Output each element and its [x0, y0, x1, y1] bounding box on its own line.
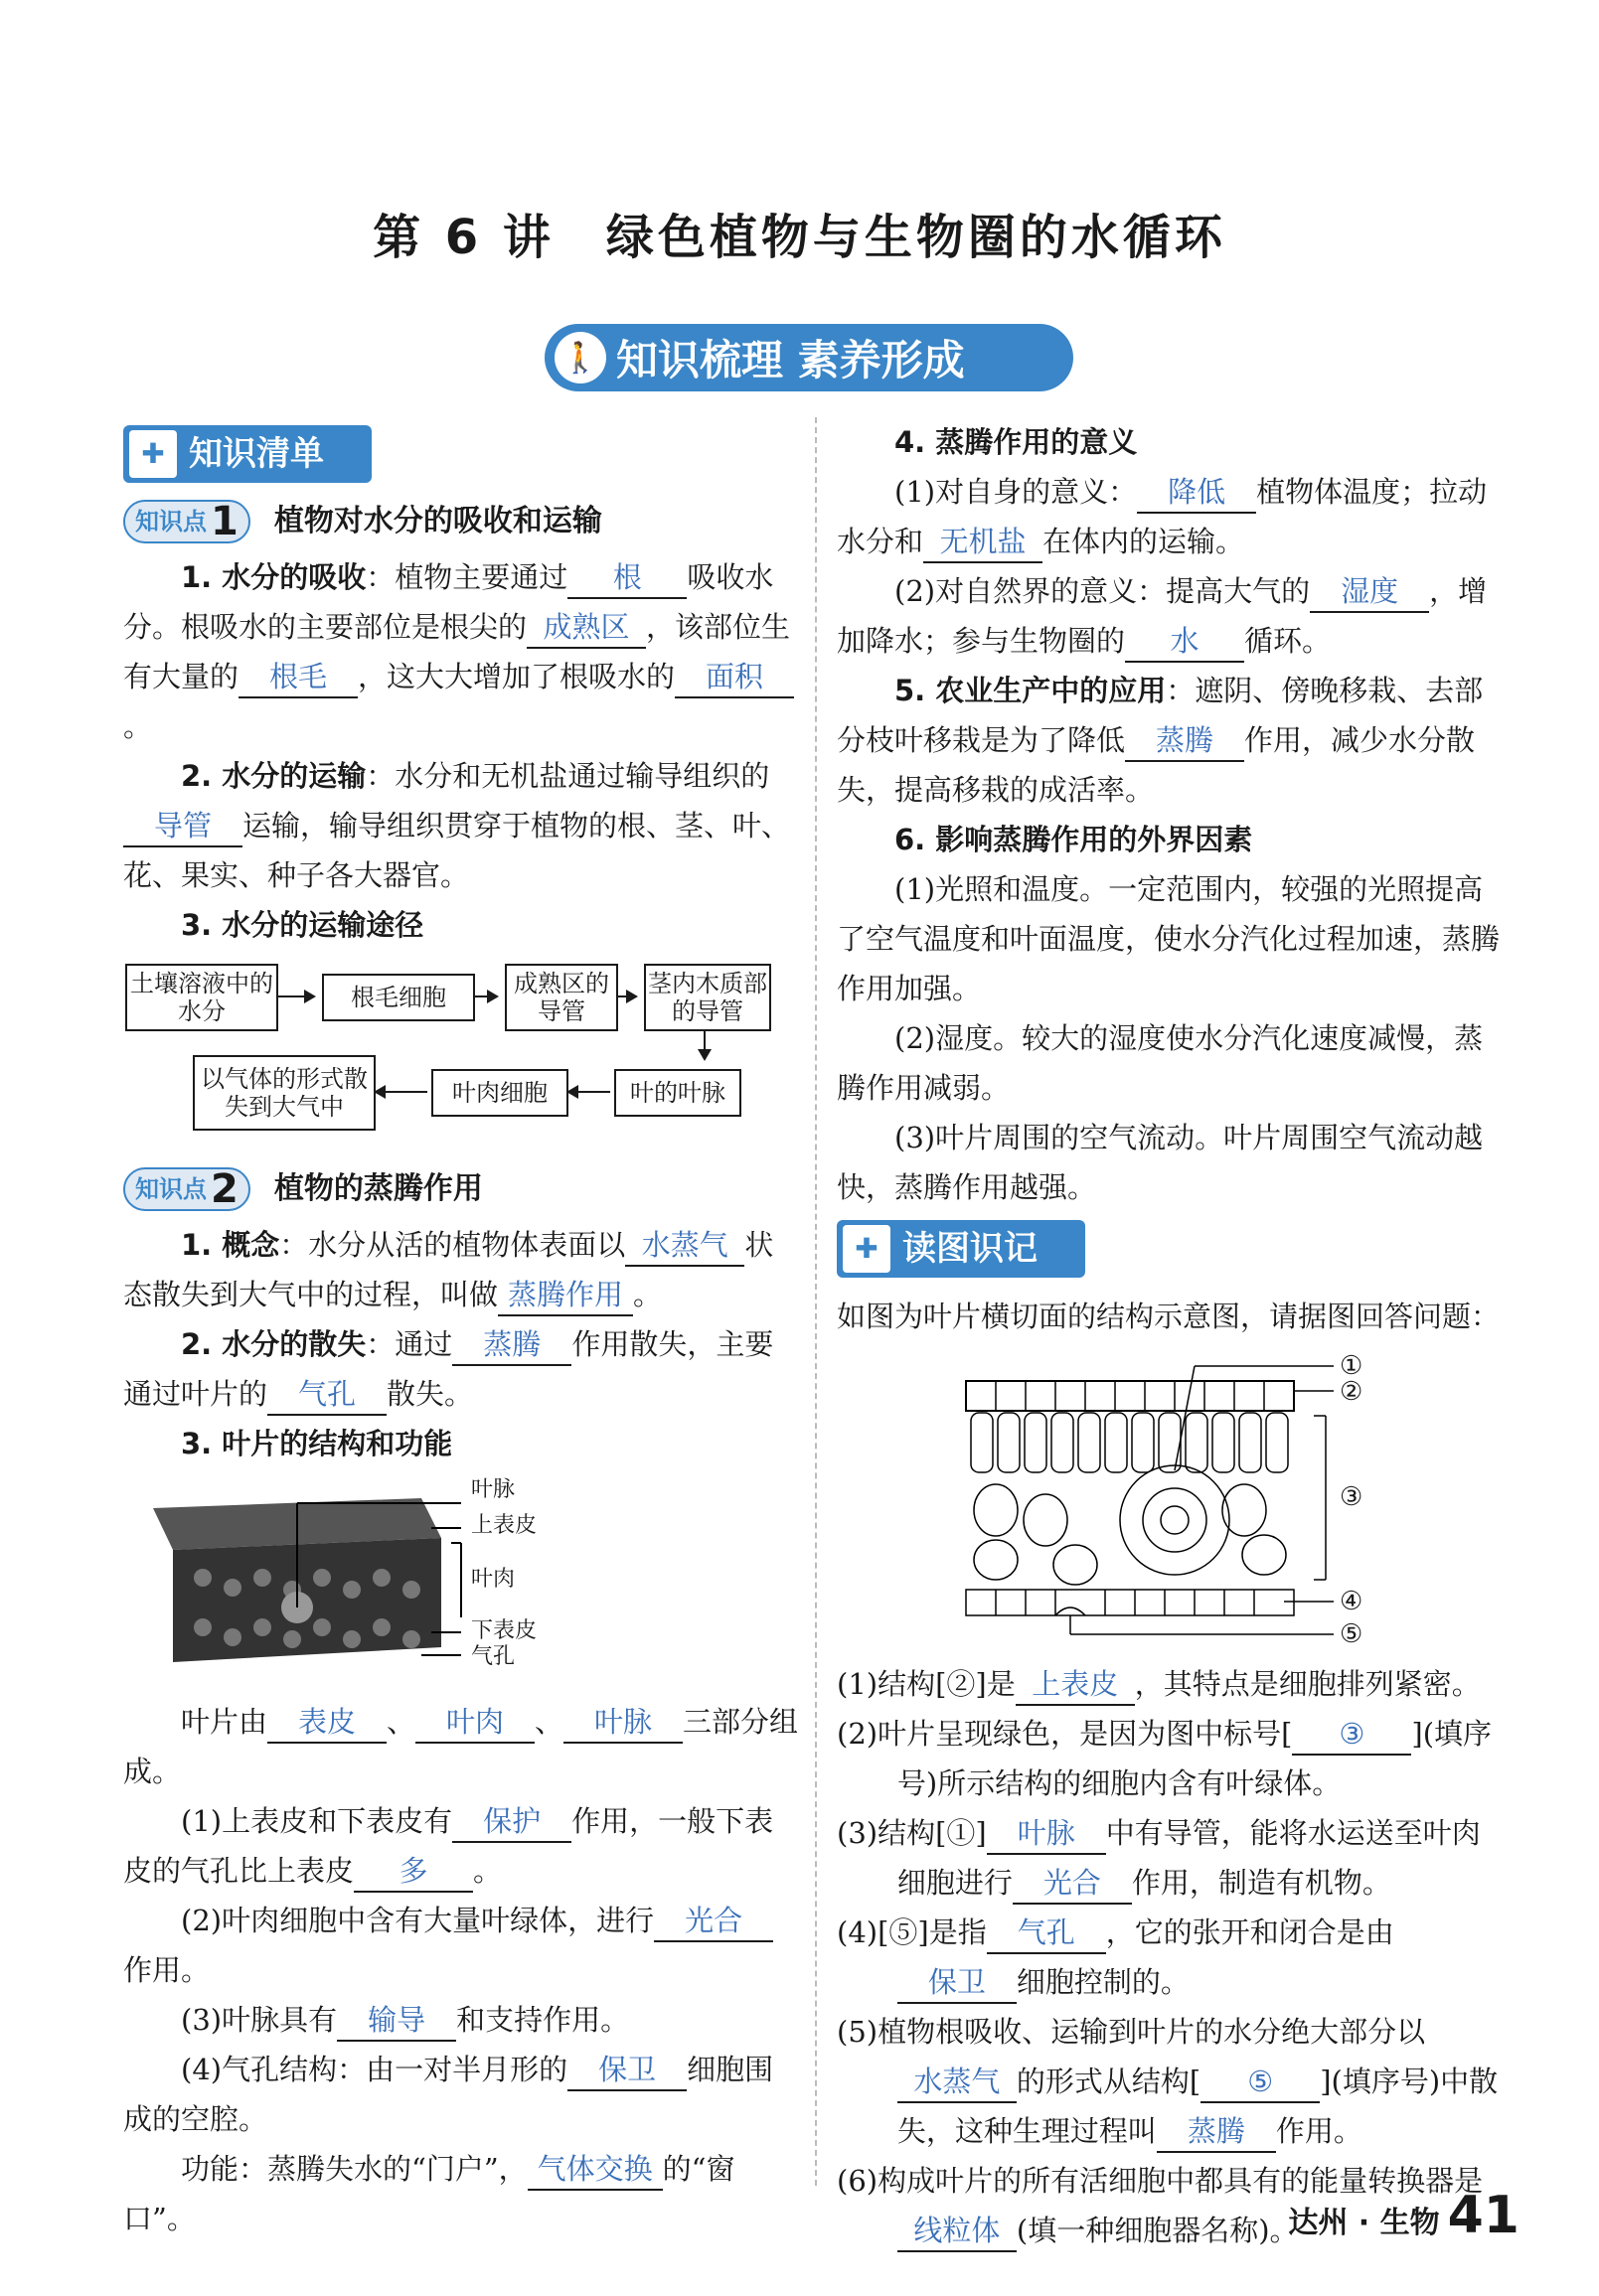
heading-leaf-structure: 3. 叶片的结构和功能	[181, 1427, 453, 1460]
answer-blank[interactable]: 无机盐	[923, 522, 1042, 563]
answer-blank[interactable]: 光合	[654, 1901, 773, 1942]
page-title: 第 6 讲 绿色植物与生物圈的水循环	[373, 210, 1226, 265]
answer-blank[interactable]: 蒸腾	[1125, 720, 1244, 762]
paragraph-epidermis: (1)上表皮和下表皮有 保护 作用，一般下表皮的气孔比上表皮 多 。	[123, 1796, 799, 1896]
kp-title: 植物对水分的吸收和运输	[273, 504, 602, 538]
left-column	[123, 417, 799, 2243]
answer-blank[interactable]: 气孔	[987, 1913, 1106, 1954]
leaf-label-stoma: 气孔	[471, 1644, 516, 1669]
flow-box-stem-vessel: 茎内木质部的导管	[644, 964, 771, 1031]
diagram-mark-2: ②	[1340, 1377, 1363, 1407]
kp-tag: 知识点 1	[123, 500, 250, 543]
paragraph-water-absorption: 1. 水分的吸收：植物主要通过 根 吸收水分。根吸水的主要部位是根尖的 成熟区 ，该部位生有大量的 根毛 ，这大大增加了根吸水的 面积。	[123, 552, 799, 751]
page-number: 41	[1447, 2186, 1519, 2245]
answer-blank[interactable]: 面积	[675, 657, 794, 698]
paragraph-vein: (3)叶脉具有 输导 和支持作用。	[123, 1995, 799, 2045]
diagram-intro: 如图为叶片横切面的结构示意图，请据图回答问题：	[837, 1300, 1501, 1333]
paragraph-stoma-function: 功能：蒸腾失水的“门户”， 气体交换 的“窗口”。	[123, 2144, 799, 2243]
leaf-label-vein: 叶脉	[471, 1477, 516, 1502]
cross-arrows-icon: ✚	[843, 1225, 890, 1273]
section-banner	[545, 324, 1073, 391]
paragraph-nature-significance: (2)对自然界的意义：提高大气的 湿度 ，增加降水；参与生物圈的 水 循环。	[837, 566, 1505, 666]
paragraph-water-transport: 2. 水分的运输：水分和无机盐通过输导组织的导管 运输，输导组织贯穿于植物的根、茎、叶、花、果实、种子各大器官。	[123, 759, 791, 892]
flow-arrow	[568, 1091, 610, 1093]
flow-box-mesophyll: 叶肉细胞	[431, 1069, 568, 1117]
heading-transport-path: 3. 水分的运输途径	[181, 908, 424, 942]
cross-arrows-icon: ✚	[129, 430, 177, 478]
right-column	[837, 417, 1505, 2255]
column-divider	[815, 417, 817, 2186]
paragraph-water-loss: 2. 水分的散失：通过 蒸腾 作用散失，主要通过叶片的 气孔 散失。	[123, 1319, 799, 1419]
flow-arrow	[704, 1029, 706, 1059]
answer-blank[interactable]: 叶脉	[987, 1813, 1106, 1855]
paragraph-concept: 1. 概念：水分从活的植物体表面以 水蒸气 状态散失到大气中的过程，叫做 蒸腾作用 。	[123, 1220, 799, 1319]
leaf-label-mesophyll: 叶肉	[471, 1567, 516, 1592]
question-2: (2)叶片呈现绿色，是因为图中标号[ ③ ](填序号)所示结构的细胞内含有叶绿体。	[837, 1709, 1505, 1808]
kp-tag: 知识点 2	[123, 1167, 250, 1211]
answer-blank[interactable]: 输导	[337, 2000, 456, 2042]
paragraph-factor-humidity: (2)湿度。较大的湿度使水分汽化速度减慢，蒸腾作用减弱。	[837, 1021, 1484, 1105]
answer-blank[interactable]: 光合	[1013, 1863, 1132, 1905]
answer-blank[interactable]: 叶脉	[563, 1702, 683, 1744]
knowledge-point-2	[123, 1164, 799, 1214]
answer-blank[interactable]: 蒸腾	[452, 1324, 571, 1366]
question-6: (6)构成叶片的所有活细胞中都具有的能量转换器是线粒体 (填一种细胞器名称)。	[837, 2156, 1505, 2255]
section-header-read-diagram: ✚ 读图识记	[837, 1220, 1085, 1278]
answer-blank[interactable]: 线粒体	[897, 2211, 1017, 2252]
question-4: (4)[⑤]是指 气孔 ，它的张开和闭合是由保卫 细胞控制的。	[837, 1908, 1505, 2007]
answer-blank[interactable]: ⑤	[1200, 2062, 1320, 2103]
leaf-label-upper-epidermis: 上表皮	[471, 1513, 538, 1538]
answer-blank[interactable]: 水蒸气	[897, 2062, 1017, 2103]
answer-blank[interactable]: 气体交换	[528, 2149, 663, 2191]
answer-blank[interactable]: 水	[1125, 621, 1244, 663]
diagram-mark-1: ①	[1340, 1351, 1363, 1381]
answer-blank[interactable]: 水蒸气	[625, 1225, 744, 1267]
flow-box-root-hair: 根毛细胞	[322, 974, 475, 1021]
flow-box-leaf-vein: 叶的叶脉	[614, 1069, 741, 1117]
kp-title: 植物的蒸腾作用	[273, 1171, 483, 1206]
diagram-mark-5: ⑤	[1340, 1619, 1363, 1649]
section-header-knowledge-list: ✚ 知识清单	[123, 425, 372, 483]
flow-arrow	[278, 995, 314, 997]
answer-blank[interactable]: 湿度	[1310, 571, 1429, 613]
paragraph-factor-airflow: (3)叶片周围的空气流动。叶片周围空气流动越快，蒸腾作用越强。	[837, 1121, 1484, 1204]
question-5: (5)植物根吸收、运输到叶片的水分绝大部分以水蒸气 的形式从结构[ ⑤ ](填序号)中散失，这种生理过程叫 蒸腾 作用。	[837, 2007, 1505, 2156]
question-list	[837, 1659, 1505, 2255]
answer-blank[interactable]: 上表皮	[1016, 1664, 1135, 1706]
diagram-mark-3: ③	[1340, 1482, 1363, 1512]
flow-box-mature-vessel: 成熟区的导管	[505, 964, 618, 1031]
question-1: (1)结构[②]是 上表皮 ，其特点是细胞排列紧密。	[837, 1659, 1505, 1709]
banner-text: 知识梳理 素养形成	[616, 336, 965, 384]
paragraph-factor-light: (1)光照和温度。一定范围内，较强的光照提高了空气温度和叶面温度，使水分汽化过程加速，蒸腾作用加强。	[837, 872, 1501, 1005]
heading-factors: 6. 影响蒸腾作用的外界因素	[894, 823, 1253, 856]
answer-blank[interactable]: ③	[1292, 1714, 1411, 1756]
flow-box-soil-water: 土壤溶液中的水分	[125, 964, 278, 1031]
answer-blank[interactable]: 表皮	[267, 1702, 387, 1744]
answer-blank[interactable]: 多	[354, 1851, 473, 1893]
transport-flow-diagram	[123, 956, 799, 1154]
diagram-mark-4: ④	[1340, 1587, 1363, 1616]
person-icon: 🚶	[555, 332, 606, 383]
answer-blank[interactable]: 气孔	[267, 1374, 387, 1416]
flow-arrow	[475, 995, 497, 997]
footer-label: 达州 · 生物	[1288, 2206, 1440, 2240]
flow-box-atmosphere: 以气体的形式散失到大气中	[193, 1055, 376, 1131]
answer-blank[interactable]: 根毛	[239, 657, 358, 698]
answer-blank[interactable]: 成熟区	[527, 607, 646, 649]
paragraph-self-significance: (1)对自身的意义： 降低 植物体温度；拉动水分和 无机盐 在体内的运输。	[837, 467, 1505, 566]
answer-blank[interactable]: 蒸腾作用	[498, 1275, 633, 1316]
paragraph-stoma: (4)气孔结构：由一对半月形的 保卫 细胞围成的空腔。	[123, 2045, 799, 2144]
paragraph-mesophyll: (2)叶肉细胞中含有大量叶绿体，进行 光合作用。	[123, 1896, 799, 1995]
answer-blank[interactable]: 保卫	[567, 2050, 687, 2091]
answer-blank[interactable]: 根	[567, 557, 687, 599]
answer-blank[interactable]: 保护	[452, 1801, 571, 1843]
page-footer	[1288, 2186, 1519, 2245]
answer-blank[interactable]: 保卫	[897, 1962, 1017, 2004]
heading-significance: 4. 蒸腾作用的意义	[894, 425, 1138, 459]
leaf-label-lower-epidermis: 下表皮	[471, 1618, 538, 1643]
answer-blank[interactable]: 导管	[123, 806, 242, 847]
answer-blank[interactable]: 叶肉	[415, 1702, 535, 1744]
leaf-block-illustration	[123, 1478, 799, 1677]
answer-blank[interactable]: 蒸腾	[1157, 2111, 1276, 2153]
question-3: (3)结构[①] 叶脉 中有导管，能将水运送至叶肉细胞进行 光合 作用，制造有机物。	[837, 1808, 1505, 1908]
paragraph-agriculture: 5. 农业生产中的应用：遮阴、傍晚移栽、去部分枝叶移栽是为了降低 蒸腾 作用，减少水分散失，提高移栽的成活率。	[837, 674, 1484, 807]
answer-blank[interactable]: 降低	[1137, 472, 1256, 514]
leaf-cross-section-diagram	[837, 1351, 1505, 1649]
flow-arrow	[376, 1091, 427, 1093]
paragraph-leaf-parts: 叶片由 表皮 、 叶肉 、 叶脉 三部分组成。	[123, 1697, 799, 1796]
flow-arrow	[618, 995, 636, 997]
knowledge-point-1	[123, 497, 799, 546]
